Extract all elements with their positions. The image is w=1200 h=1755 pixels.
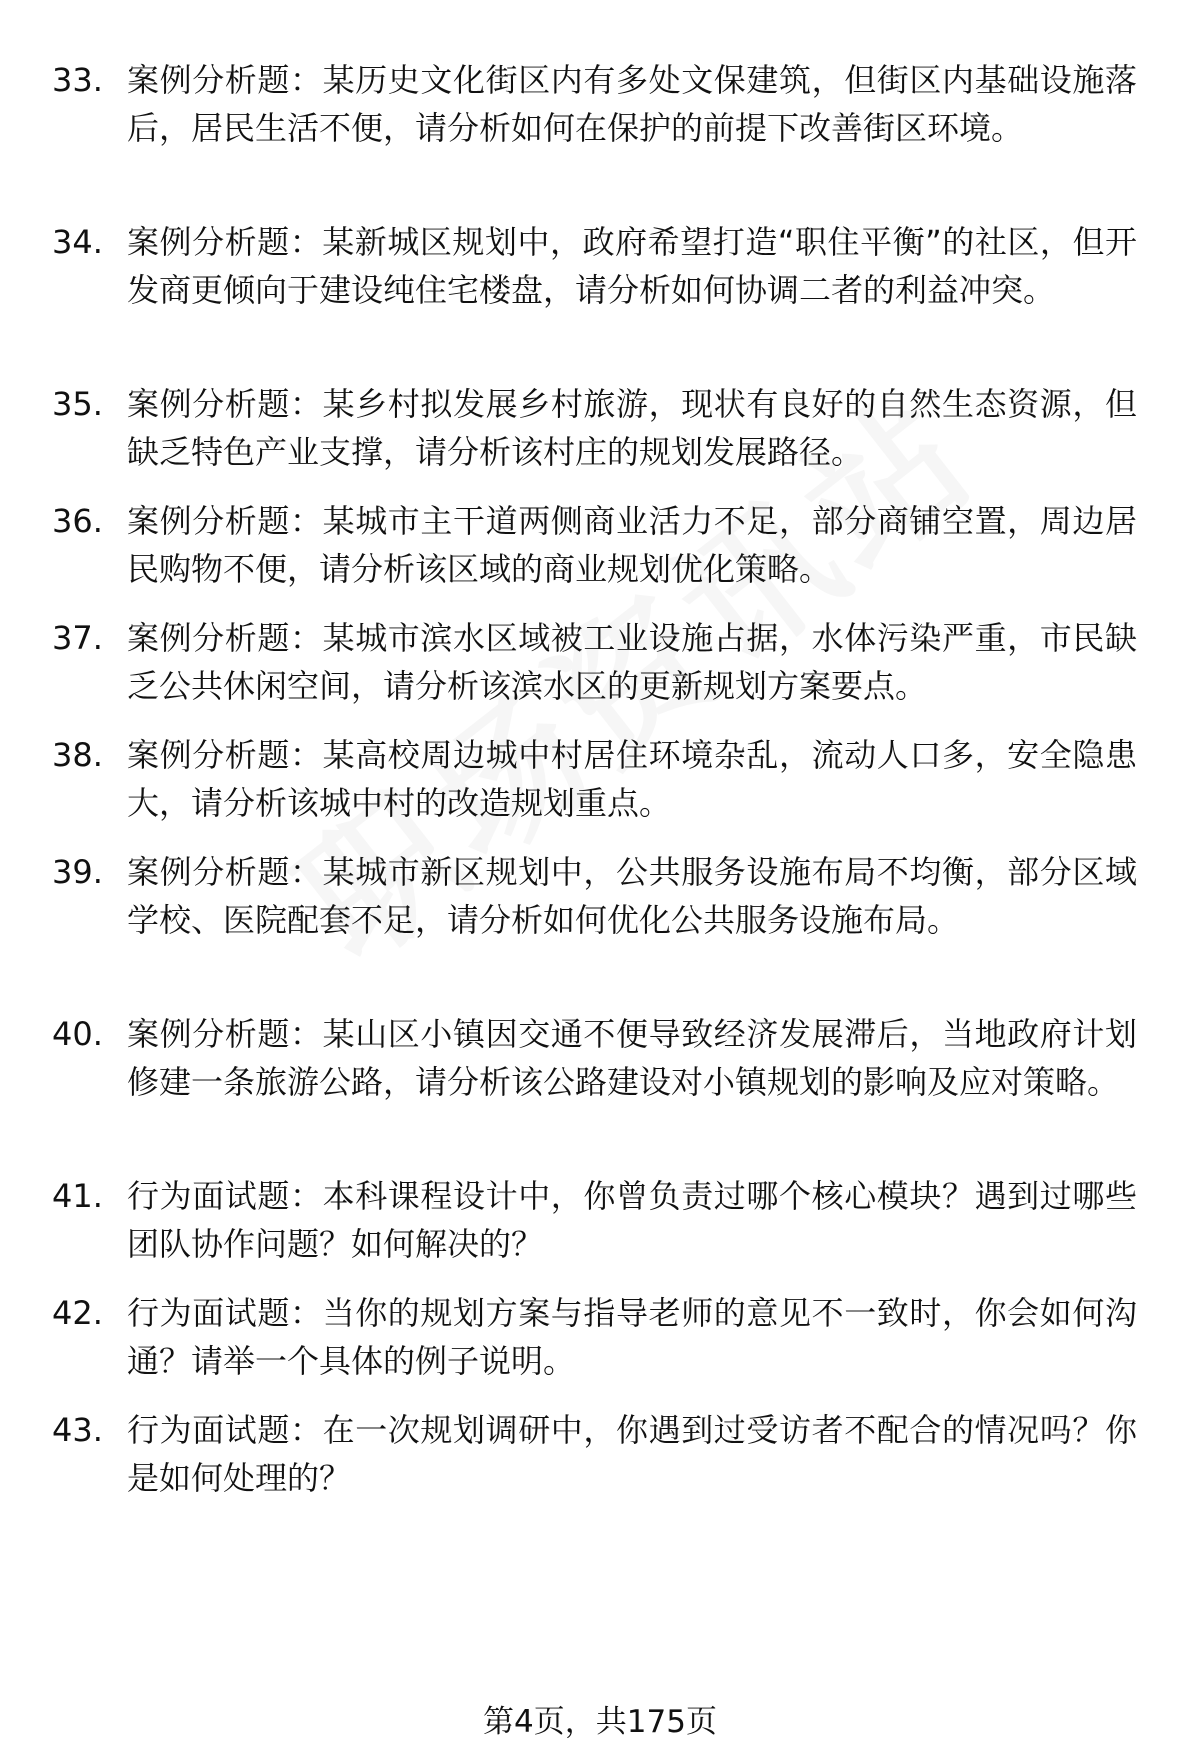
list-item (0, 848, 1200, 1010)
question-text: 案例分析题：某城市滨水区域被工业设施占据，水体污染严重，市民缺乏公共休闲空间，请分析该滨水区的更新规划方案要点。 (127, 619, 1137, 705)
question-text: 案例分析题：某高校周边城中村居住环境杂乱，流动人口多，安全隐患大，请分析该城中村的改造规划重点。 (127, 736, 1137, 822)
question-number: 37. (52, 619, 103, 657)
question-number: 42. (52, 1294, 103, 1332)
list-item (0, 1172, 1200, 1289)
question-text: 案例分析题：某山区小镇因交通不便导致经济发展滞后，当地政府计划修建一条旅游公路，请分析该公路建设对小镇规划的影响及应对策略。 (127, 1015, 1137, 1101)
list-item (0, 1289, 1200, 1406)
question-text: 行为面试题：当你的规划方案与指导老师的意见不一致时，你会如何沟通？请举一个具体的例子说明。 (127, 1294, 1137, 1380)
question-number: 38. (52, 736, 103, 774)
question-text: 案例分析题：某乡村拟发展乡村旅游，现状有良好的自然生态资源，但缺乏特色产业支撑，请分析该村庄的规划发展路径。 (127, 385, 1137, 471)
list-item (0, 1010, 1200, 1172)
question-number: 34. (52, 223, 103, 261)
question-number: 40. (52, 1015, 103, 1053)
question-number: 36. (52, 502, 103, 540)
list-item (0, 1406, 1200, 1506)
list-item (0, 380, 1200, 497)
question-text: 案例分析题：某新城区规划中，政府希望打造“职住平衡”的社区，但开发商更倾向于建设纯住宅楼盘，请分析如何协调二者的利益冲突。 (127, 223, 1137, 309)
list-item (0, 218, 1200, 380)
question-text: 案例分析题：某历史文化街区内有多处文保建筑，但街区内基础设施落后，居民生活不便，请分析如何在保护的前提下改善街区环境。 (127, 61, 1137, 147)
question-text: 案例分析题：某城市主干道两侧商业活力不足，部分商铺空置，周边居民购物不便，请分析该区域的商业规划优化策略。 (127, 502, 1137, 588)
list-item (0, 56, 1200, 218)
question-number: 43. (52, 1411, 103, 1449)
question-text: 案例分析题：某城市新区规划中，公共服务设施布局不均衡，部分区域学校、医院配套不足，请分析如何优化公共服务设施布局。 (127, 853, 1137, 939)
question-number: 39. (52, 853, 103, 891)
list-item (0, 731, 1200, 848)
list-item (0, 497, 1200, 614)
question-number: 41. (52, 1177, 103, 1215)
list-item (0, 614, 1200, 731)
question-list (0, 56, 1200, 1506)
page-footer: 第4页，共175页 (483, 1704, 717, 1740)
question-number: 33. (52, 61, 103, 99)
question-text: 行为面试题：在一次规划调研中，你遇到过受访者不配合的情况吗？你是如何处理的？ (127, 1411, 1137, 1497)
question-text: 行为面试题：本科课程设计中，你曾负责过哪个核心模块？遇到过哪些团队协作问题？如何解决的？ (127, 1177, 1137, 1263)
question-number: 35. (52, 385, 103, 423)
